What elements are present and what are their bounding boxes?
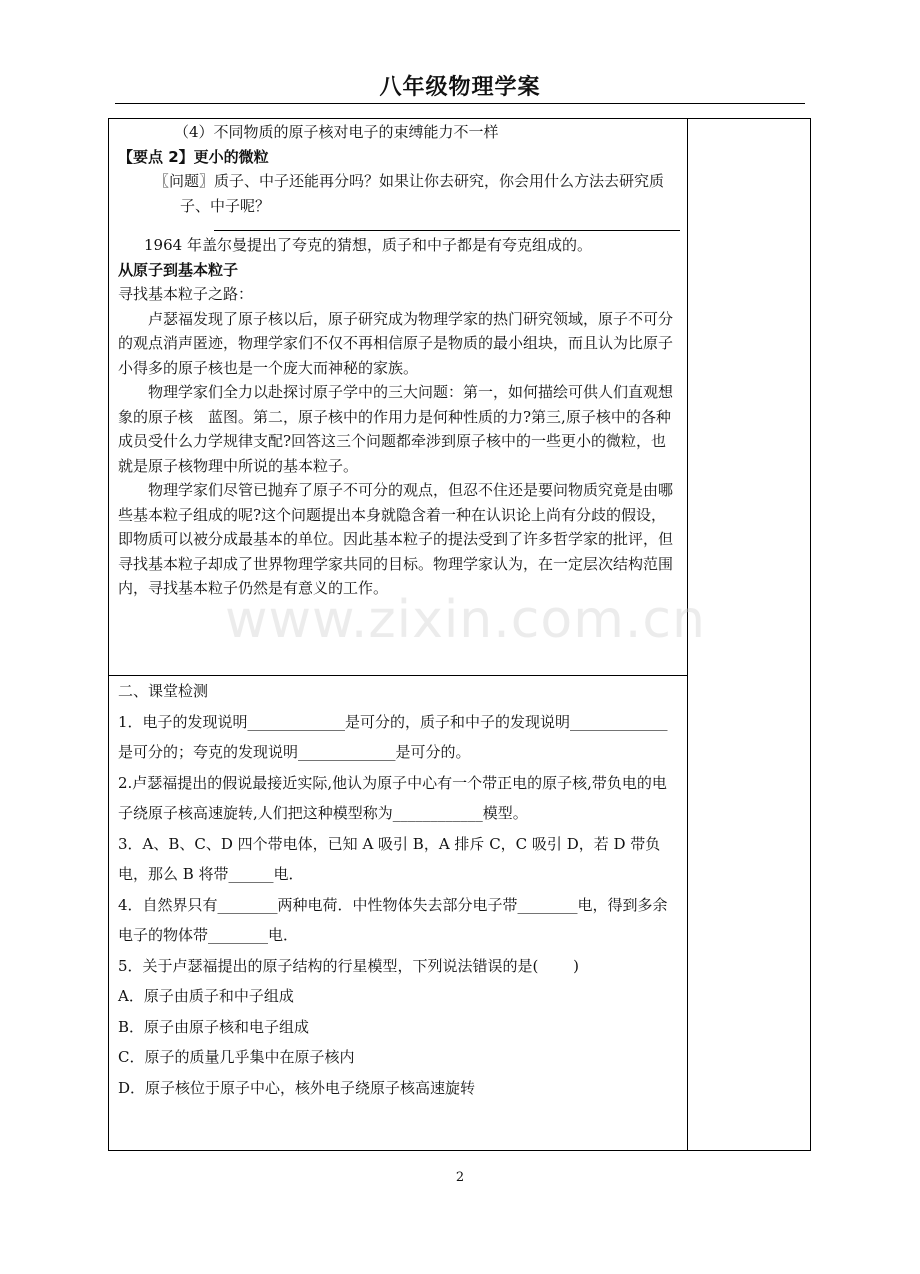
option-c: C．原子的质量几乎集中在原子核内 [118, 1048, 355, 1066]
question-2: 2.卢瑟福提出的假说最接近实际,他认为原子中心有一个带正电的原子核,带负电的电子绕原子核高速旋转,人们把这种模型称为____________模型。 [118, 773, 667, 822]
question-3: 3．A、B、C、D 四个带电体，已知 A 吸引 B，A 排斥 C，C 吸引 D，若 D 带负电，那么 B 将带______电． [118, 834, 661, 883]
header-rule [115, 103, 805, 104]
point-4-text: （4）不同物质的原子核对电子的束缚能力不一样 [174, 123, 499, 141]
option-a: A．原子由质子和中子组成 [118, 987, 294, 1005]
three-problems-paragraph: 物理学家们全力以赴探讨原子学中的三大问题：第一，如何描绘可供人们直观想象的原子核 蓝图。第二，原子核中的作用力是何种性质的力?第三,原子核中的各种成员受什么力学规律支配?回答这三个问题都牵涉到原子核中的一些更小的微粒，也就是原子核物理中所说的基本粒子。 [118, 383, 674, 475]
option-b: B．原子由原子核和电子组成 [118, 1017, 310, 1036]
rutherford-paragraph: 卢瑟福发现了原子核以后，原子研究成为物理学家的热门研究领域，原子不可分的观点消声匿迹，物理学家们不仅不再相信原子是物质的最小组块，而且认为比原子小得多的原子核也是一个庞大而神秘的家族。 [118, 309, 674, 377]
option-d: D．原子核位于原子中心，核外电子绕原子核高速旋转 [118, 1078, 476, 1097]
classroom-check-section [118, 676, 680, 1103]
study-section [118, 120, 680, 601]
atom-to-particle-heading: 从原子到基本粒子 [118, 260, 239, 279]
question-1: 1．电子的发现说明_____________是可分的，质子和中子的发现说明_____________是可分的；夸克的发现说明_____________是可分的。 [118, 712, 668, 761]
question-5: 5．关于卢瑟福提出的原子结构的行星模型，下列说法错误的是( ) [118, 956, 580, 975]
check-title: 二、课堂检测 [118, 682, 209, 700]
basic-particle-paragraph: 物理学家们尽管已抛弃了原子不可分的观点，但忍不住还是要问物质究竟是由哪些基本粒子组成的呢?这个问题提出本身就隐含着一种在认识论上尚有分歧的假设，即物质可以被分成最基本的单位。因此基本粒子的提法受到了许多哲学家的批评，但寻找基本粒子却成了世界物理学家共同的目标。物理学家认为，在一定层次结构范围内，寻找基本粒子仍然是有意义的工作。 [118, 481, 674, 597]
watermark: www.zixin.com.cn [225, 590, 706, 650]
question-4: 4．自然界只有________两种电荷．中性物体失去部分电子带________电，得到多余电子的物体带________电． [118, 895, 668, 944]
question-text: 〖问题〗质子、中子还能再分吗？如果让你去研究，你会用什么方法去研究质子、中子呢？ [154, 172, 665, 215]
page-title: 八年级物理学案 [379, 75, 541, 100]
answer-line[interactable] [214, 218, 680, 231]
search-subheading: 寻找基本粒子之路： [118, 285, 254, 303]
page-number: 2 [455, 1170, 465, 1185]
point-2-heading: 【要点 2】更小的微粒 [118, 147, 269, 166]
quark-paragraph: 1964 年盖尔曼提出了夸克的猜想，质子和中子都是有夸克组成的。 [144, 236, 592, 254]
